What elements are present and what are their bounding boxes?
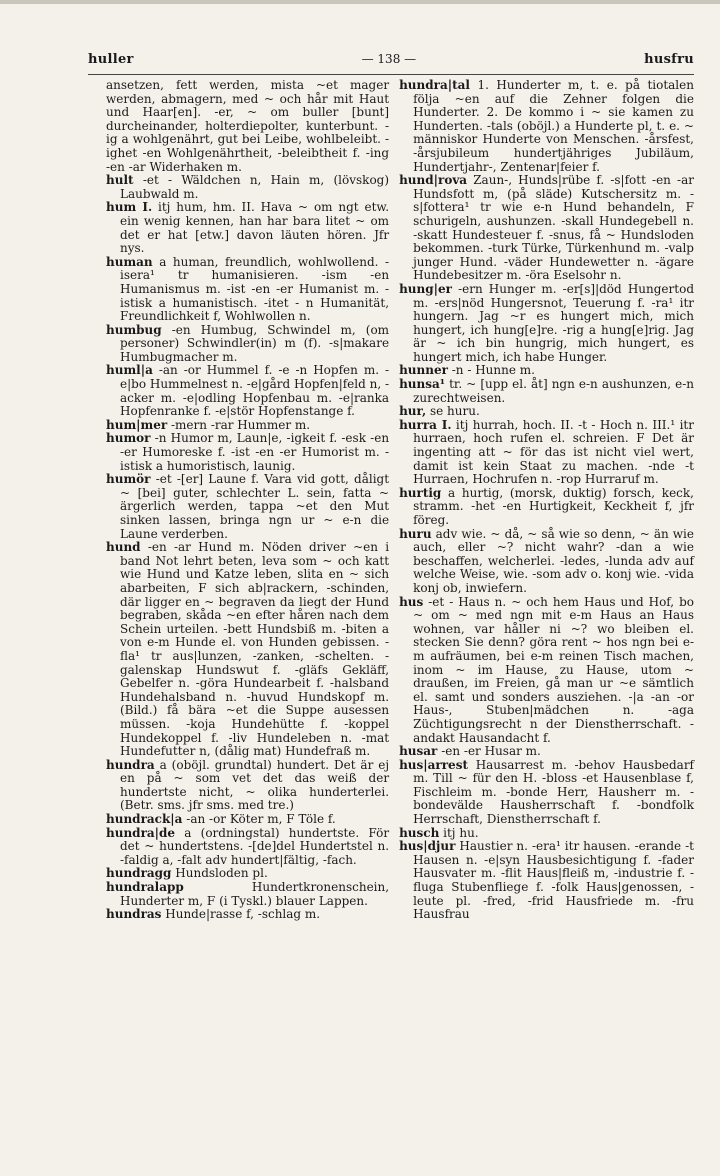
dictionary-entry (106, 174, 389, 201)
entry-definition: Hundertkronenschein, Hunderter m, F (i Tyskl.) blauer Lappen. (120, 880, 390, 908)
entry-headword: hus|arrest (399, 757, 468, 772)
dictionary-entry (106, 867, 389, 881)
dictionary-entry (106, 432, 389, 473)
entry-definition: -et - Haus n. ~ och hem Haus und Hof, bo ~ om ~ med ngn mit e-m Haus an Haus wohnen, var håller ni ~? wo bleiben el. stecken Sie denn? göra rent ~ hos ngn bei e-m aufräumen, bei e-m reinen Tisch machen, inom ~ im Hause, zu Hause, utom ~ draußen, im Freien, gå man ur ~e sämtlich el. samt und sonders ausziehen. -|a -an -or Haus-, Stuben|mädchen n. -aga Züchtigungsrecht n der Dienstherrschaft. -andakt Hausandacht f. (413, 594, 694, 745)
dictionary-entry (106, 419, 389, 433)
entry-definition: -et -[er] Laune f. Vara vid gott, dåligt ~ [bei] guter, schlechter L. sein, fatta ~ ärgerlich werden, tappa ~et den Mut sinken lassen, bringa ngn ur ~ e-n die Laune verderben. (120, 472, 390, 541)
entry-definition: -en -ar Hund m. Nöden driver ~en i band Not lehrt beten, leva som ~ och katt wie Hund und Katze leben, slita en ~ sich abarbeiten, F sich ab|rackern, -schinden, där ligger en ~ begraven da liegt der Hund begraben, skåda ~en efter håren nach dem Schein urteilen. -bett Hundsbiß m. -biten a von e-m Hunde el. von Hunden gebissen. -fla¹ tr aus|lunzen, -zanken, -schelten. -galenskap Hundswut f. -gläfs Gekläff, Gebelfer n. -göra Hundearbeit f. -halsband Hundehalsband n. -huvud Hundskopf m. (Bild.) få bära ~et die Suppe ausessen müssen. -koja Hundehütte f. -koppel Hundekoppel f. -liv Hundeleben n. -mat Hundefutter n, (dålig mat) Hundefraß m. (120, 540, 390, 759)
entry-definition: -ern Hunger m. -er[s]|död Hungertod m. -ers|nöd Hungersnot, Teuerung f. -ra¹ itr hungern. Jag ~r es hungert mich, mich hungert, ich hung[e]re. -rig a hung[e]rig. Jag är ~ ich bin hungrig, mich hungert, es hungert mich, ich habe Hunger. (413, 281, 694, 364)
dictionary-entry (399, 528, 694, 596)
entry-headword: hum I. (106, 200, 153, 215)
dictionary-entry (399, 745, 694, 759)
entry-headword: humör (106, 472, 151, 487)
entry-definition: Zaun-, Hunds|rübe f. -s|fott -en -ar Hundsfott m, (på släde) Kutschersitz m. -s|fottera¹ tr wie e-n Hund behandeln, F schurigeln, aushunzen. -skall Hundegebell n. -skatt Hundesteuer f. -snus, få ~ Hundsloden bekommen. -turk Türke, Türkenhund m. -valp junger Hund. -väder Hundewetter n. -ägare Hundebesitzer m. -öra Eselsohr n. (413, 173, 694, 283)
entry-definition: -et - Wäldchen n, Hain m, (lövskog) Laubwald m. (120, 173, 390, 201)
entry-definition: 1. Hunderter m, t. e. på tiotalen följa ~en auf die Zehner folgen die Hunderter. 2. De kommo i ~ sie kamen zu Hunderten. -tals (oböjl.) a Hunderte pl, t. e. ~ människor Hunderte von Menschen. -årsfest, -årsjubileum hundertjähriges Jubiläum, Hundertjahr-, Zentenar|feier f. (413, 78, 694, 174)
entry-definition: itj hu. (443, 825, 479, 840)
dictionary-entry (106, 256, 389, 324)
entry-headword: humbug (106, 322, 162, 337)
right-column (399, 79, 694, 922)
entry-headword: hundrack|a (106, 812, 183, 827)
dictionary-entry (399, 596, 694, 746)
dictionary-entry (106, 881, 389, 908)
entry-definition: -an -or Hummel f. -e -n Hopfen m. -e|bo Hummelnest n. -e|gård Hopfen|feld n, -acker m. -e|odling Hopfenbau m. -e|ranka Hopfenranke f. -e|stör Hopfenstange f. (120, 363, 390, 419)
entry-definition: -mern -rar Hummer m. (171, 417, 311, 432)
page-number: — 138 — (361, 52, 417, 66)
entry-definition: Hunde|rasse f, -schlag m. (165, 907, 321, 922)
entry-definition: -en Humbug, Schwindel m, (om personer) Schwindler(in) m (f). -s|makare Humbugmacher m. (120, 322, 390, 364)
dictionary-entry (399, 759, 694, 827)
entry-headword: hundralapp (106, 880, 184, 895)
entry-headword: human (106, 254, 153, 269)
entry-headword: hundra (106, 757, 155, 772)
dictionary-entry (106, 813, 389, 827)
left-column (88, 79, 389, 922)
dictionary-entry (106, 908, 389, 922)
entry-headword: hunner (399, 363, 448, 378)
entry-headword: humor (106, 431, 151, 446)
entry-definition: -n - Hunne m. (451, 363, 535, 378)
entry-headword: hundra|de (106, 825, 176, 840)
entry-definition: a human, freundlich, wohlwollend. -isera¹ tr humanisieren. -ism -en Humanismus m. -ist -en -er Humanist m. -istisk a humanistisch. -itet - n Humanität, Freundlichkeit f, Wohlwollen n. (120, 254, 390, 324)
dictionary-entry (106, 473, 389, 541)
entry-headword: huml|a (106, 363, 153, 378)
entry-definition: adv wie. ~ då, ~ så wie so denn, ~ än wie auch, eller ~? nicht wahr? -dan a wie beschaffen, welcherlei. -ledes, -lunda adv auf welche Weise, wie. -som adv o. konj wie. -vida konj ob, inwiefern. (413, 526, 694, 595)
dictionary-entry (106, 79, 389, 174)
entry-headword: hund (106, 540, 141, 555)
entry-definition: ansetzen, fett werden, mista ~et mager werden, abmagern, med ~ och hår mit Haut und Haar[en]. -er, ~ om buller [bunt] durcheinander, holterdiepolter, kunterbunt. -ig a wohlgenährt, gut bei Leibe, wohlbeleibt. -ighet -en Wohlgenährtheit, -beleibtheit f. -ing -en -ar Widerhaken m. (106, 78, 390, 174)
entry-headword: hur, (399, 404, 427, 419)
entry-definition: itj hurrah, hoch. II. -t - Hoch n. III.¹ itr hurraen, hoch rufen el. schreien. F Det är ingenting att ~ för das ist nicht viel wert, damit ist kein Staat zu machen. -nde -t Hurraen, Hochrufen n. -rop Hurraruf m. (413, 417, 694, 487)
entry-definition: a hurtig, (morsk, duktig) forsch, keck, stramm. -het -en Hurtigkeit, Keckheit f, jfr föreg. (413, 485, 694, 527)
dictionary-entry (106, 324, 389, 365)
dictionary-entry (399, 827, 694, 841)
entry-definition: Hundsloden pl. (175, 866, 268, 881)
entry-headword: husch (399, 825, 440, 840)
entry-definition: -n Humor m, Laun|e, -igkeit f. -esk -en -er Humoreske f. -ist -en -er Humorist m. -istisk a humoristisch, launig. (120, 431, 390, 473)
entry-headword: hunsa¹ (399, 377, 446, 392)
entry-headword: hult (106, 173, 134, 188)
dictionary-entry (106, 827, 389, 868)
entry-definition: itj hum, hm. II. Hava ~ om ngt etw. ein wenig kennen, han har bara litet ~ om det er hat [etw.] davon läuten hören. Jfr nys. (120, 200, 390, 256)
entry-headword: huru (399, 526, 432, 541)
dictionary-entry (106, 759, 389, 813)
dictionary-entry (106, 201, 389, 255)
dictionary-entry (399, 283, 694, 365)
dictionary-entry (106, 541, 389, 759)
entry-definition: -en -er Husar m. (441, 744, 541, 759)
entry-definition: a (ordningstal) hundertste. För det ~ hundertstens. -[de]del Hundertstel n. -faldig a, -falt adv hundert|fältig, -fach. (120, 825, 390, 867)
right-guide-word: husfru (644, 52, 694, 67)
entry-definition: Haustier n. -era¹ itr hausen. -erande -t Hausen n. -e|syn Hausbesichtigung f. -fader Hausvater m. -flit Haus|fleiß m, -industrie f. -fluga Stubenfliege f. -folk Haus|genossen, -leute pl. -fred, -frid Hausfriede m. -fru Hausfrau (413, 839, 694, 922)
entry-headword: hurra I. (399, 417, 452, 432)
dictionary-entry (399, 405, 694, 419)
dictionary-entry (399, 840, 694, 922)
dictionary-entry (399, 419, 694, 487)
entry-definition: a (oböjl. grundtal) hundert. Det är ej en på ~ som vet det das weiß der hundertste nicht, ~ olika hunderterlei. (Betr. sms. jfr sms. med tre.) (120, 757, 390, 813)
dictionary-entry (399, 378, 694, 405)
entry-headword: hurtig (399, 485, 442, 500)
page-edge (0, 0, 720, 4)
entry-headword: husar (399, 744, 438, 759)
entry-headword: hundras (106, 907, 162, 922)
entry-columns (88, 79, 694, 922)
dictionary-entry (399, 174, 694, 283)
page-header (88, 52, 694, 75)
entry-headword: hum|mer (106, 417, 168, 432)
dictionary-entry (399, 79, 694, 174)
entry-headword: hus|djur (399, 839, 456, 854)
entry-headword: hundra|tal (399, 78, 470, 92)
entry-headword: hung|er (399, 281, 452, 296)
entry-definition: se huru. (429, 404, 480, 419)
entry-definition: tr. ~ [upp el. åt] ngn e-n aushunzen, e-n zurechtweisen. (413, 377, 694, 405)
entry-headword: hus (399, 594, 424, 609)
dictionary-entry (106, 364, 389, 418)
entry-definition: Hausarrest m. -behov Hausbedarf m. Till ~ für den H. -bloss -et Hausenblase f, Fischleim m. -bonde Herr, Hausherr m. -bondevälde Hausherrschaft f. -bondfolk Herrschaft, Dienstherrschaft f. (413, 757, 694, 827)
entry-definition: -an -or Köter m, F Töle f. (186, 812, 336, 827)
dictionary-entry (399, 487, 694, 528)
left-guide-word: huller (88, 52, 134, 67)
entry-headword: hund|rova (399, 173, 468, 188)
entry-headword: hundragg (106, 866, 172, 881)
